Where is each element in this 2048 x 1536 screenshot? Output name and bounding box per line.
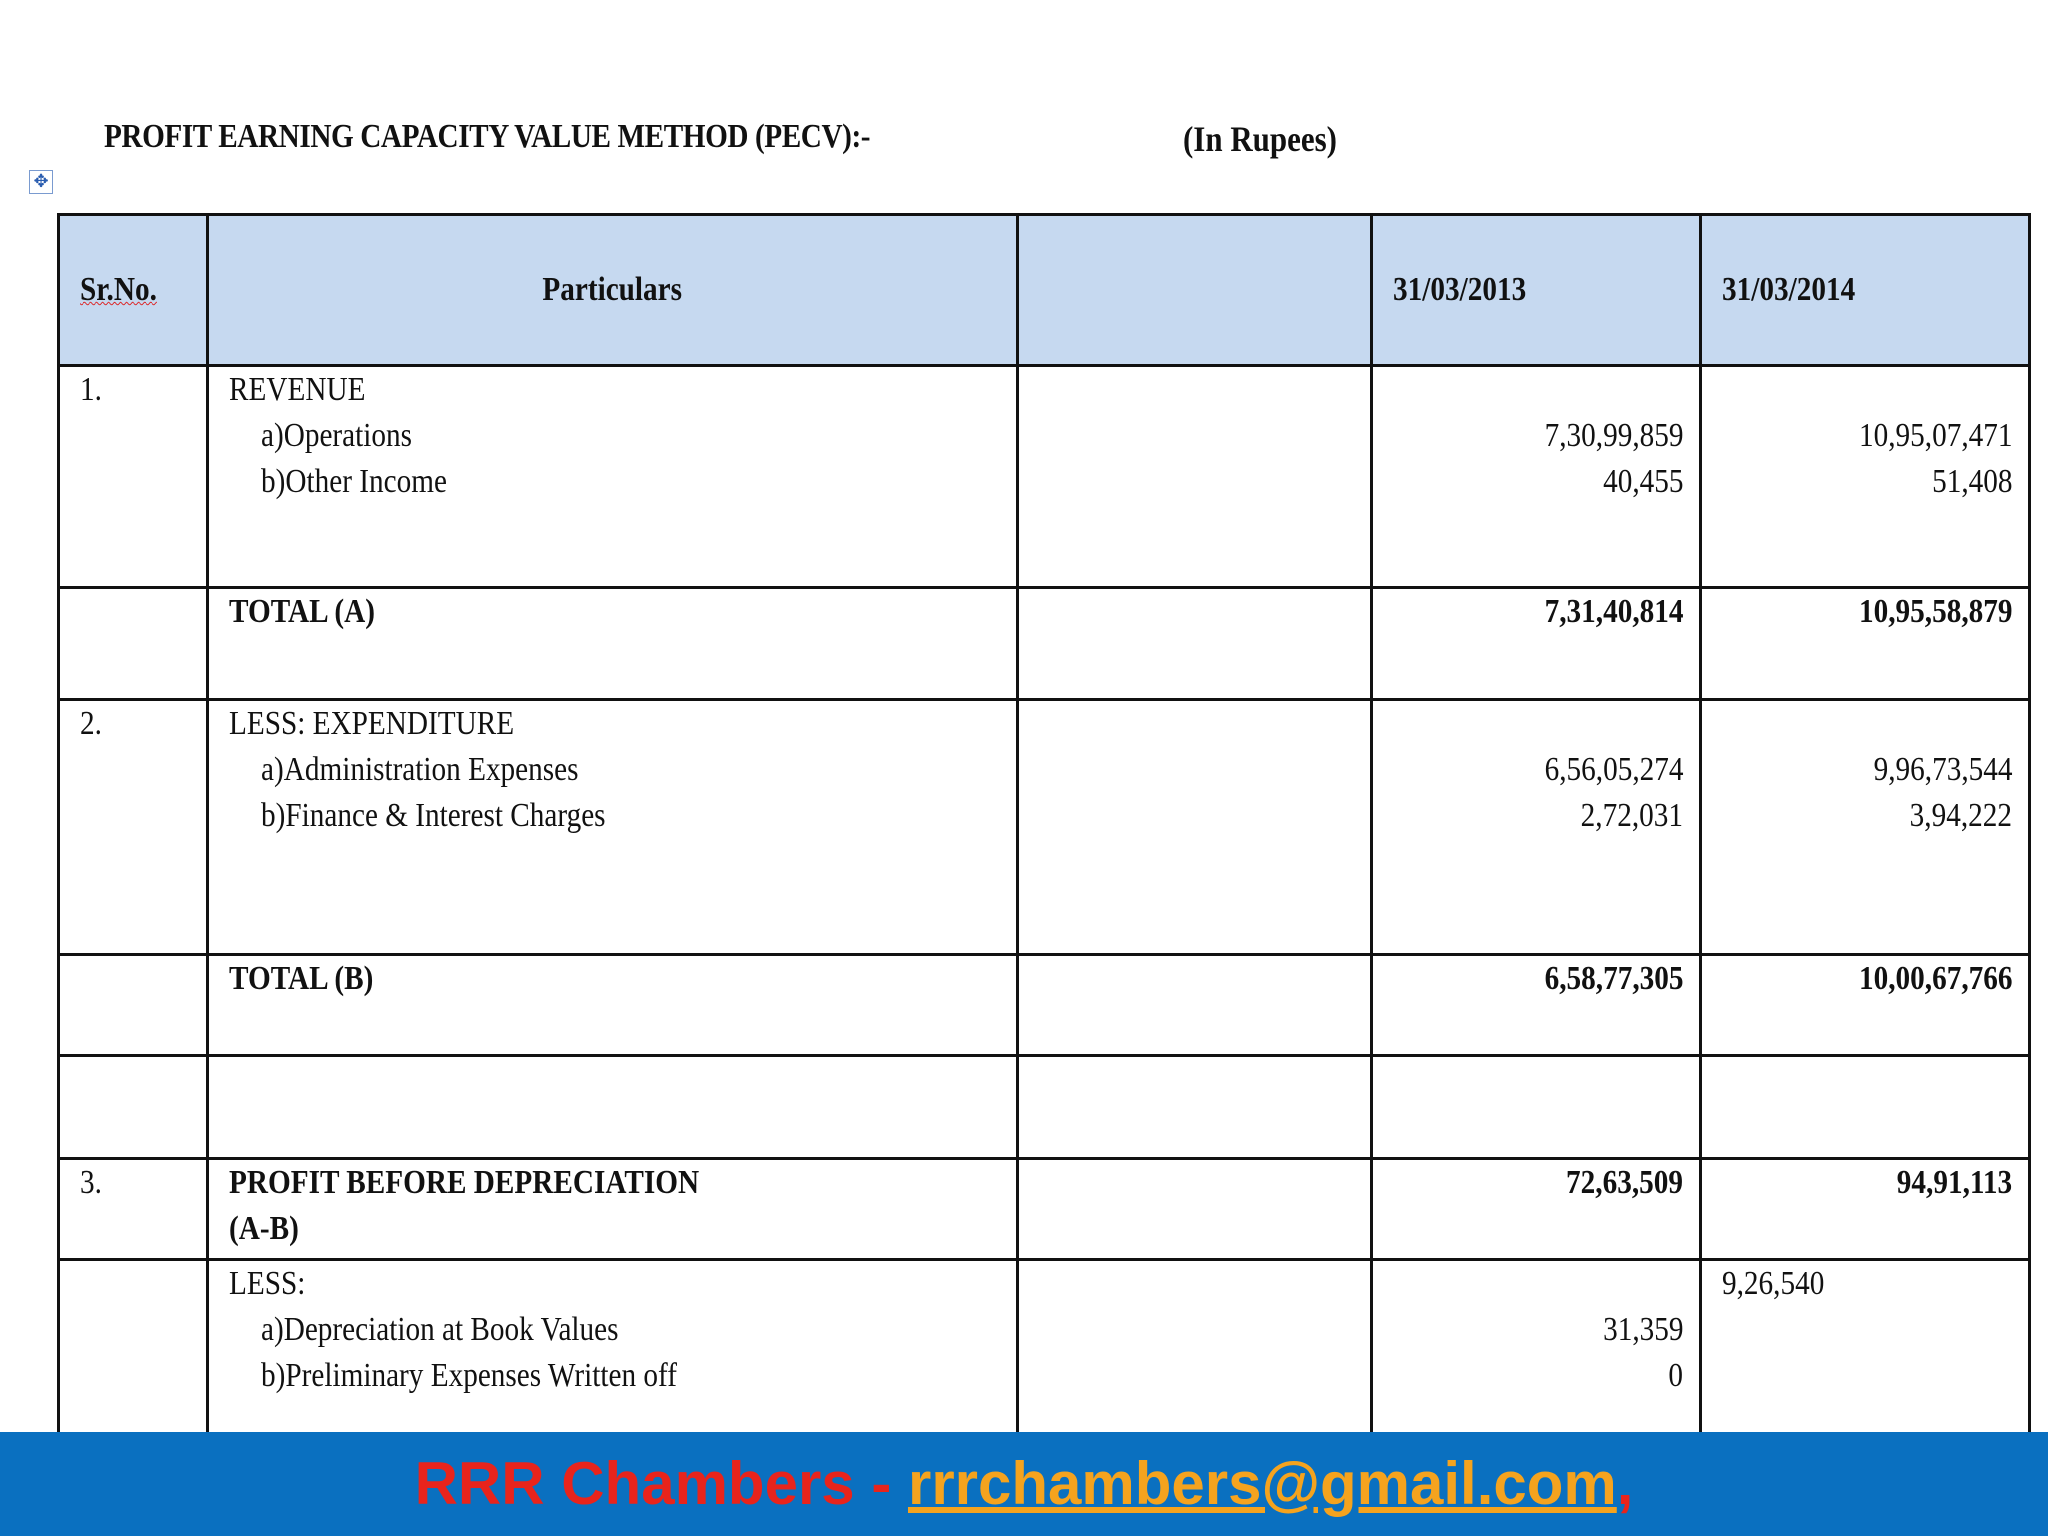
cell-particulars: TOTAL (B) [208, 955, 1018, 1056]
cell-blank [1018, 1260, 1372, 1440]
cell-2014: 10,00,67,766 [1701, 955, 2030, 1056]
cell-sr-no: 3. [59, 1159, 208, 1260]
table-row [59, 366, 2030, 588]
cell-2013: 6,58,77,305 [1372, 955, 1701, 1056]
move-arrows-icon[interactable]: ✥ [29, 170, 53, 194]
cell-2013: 7,30,99,859 40,455 [1372, 366, 1701, 588]
cell-2013: 72,63,509 [1372, 1159, 1701, 1260]
footer-trailing: , [1616, 1450, 1634, 1517]
cell-2014: 10,95,58,879 [1701, 588, 2030, 700]
cell-2014: 9,96,73,544 3,94,222 [1701, 700, 2030, 955]
table-header-row [59, 215, 2030, 366]
cell-sr-no: 1. [59, 366, 208, 588]
footer-firm-name: RRR Chambers - [414, 1450, 908, 1517]
cell-2014 [1701, 1056, 2030, 1159]
table-row [59, 588, 2030, 700]
cell-sr-no: 2. [59, 700, 208, 955]
table-row [59, 955, 2030, 1056]
cell-2014: 9,26,540 [1701, 1260, 2030, 1440]
header-sr-no: Sr.No. [59, 215, 208, 366]
cell-sr-no [59, 1056, 208, 1159]
pecv-table [57, 213, 2031, 1441]
document-heading: PROFIT EARNING CAPACITY VALUE METHOD (PECV):- [104, 118, 871, 155]
cell-2014: 94,91,113 [1701, 1159, 2030, 1260]
cell-sr-no [59, 955, 208, 1056]
cell-2013: 6,56,05,274 2,72,031 [1372, 700, 1701, 955]
cell-blank [1018, 955, 1372, 1056]
cell-blank [1018, 1159, 1372, 1260]
cell-particulars: PROFIT BEFORE DEPRECIATION (A-B) [208, 1159, 1018, 1260]
table-row [59, 1159, 2030, 1260]
table-row [59, 700, 2030, 955]
cell-particulars: TOTAL (A) [208, 588, 1018, 700]
cell-blank [1018, 1056, 1372, 1159]
cell-particulars [208, 1056, 1018, 1159]
cell-particulars: LESS: EXPENDITURE a)Administration Expenses b)Finance & Interest Charges [208, 700, 1018, 955]
cell-sr-no [59, 588, 208, 700]
cell-blank [1018, 588, 1372, 700]
header-particulars: Particulars [208, 215, 1018, 366]
header-2014: 31/03/2014 [1701, 215, 2030, 366]
cell-blank [1018, 700, 1372, 955]
cell-sr-no [59, 1260, 208, 1440]
cell-blank [1018, 366, 1372, 588]
cell-2013 [1372, 1056, 1701, 1159]
currency-unit-note: (In Rupees) [1183, 119, 1337, 159]
header-blank [1018, 215, 1372, 366]
footer-email-link[interactable]: rrrchambers@gmail.com [907, 1450, 1617, 1517]
table-row [59, 1056, 2030, 1159]
table-row [59, 1260, 2030, 1440]
header-2013: 31/03/2013 [1372, 215, 1701, 366]
footer-banner [0, 1432, 2048, 1536]
cell-2014: 10,95,07,471 51,408 [1701, 366, 2030, 588]
cell-particulars: LESS: a)Depreciation at Book Values b)Preliminary Expenses Written off [208, 1260, 1018, 1440]
cell-2013: 7,31,40,814 [1372, 588, 1701, 700]
cell-2013: 31,359 0 [1372, 1260, 1701, 1440]
cell-particulars: REVENUE a)Operations b)Other Income [208, 366, 1018, 588]
